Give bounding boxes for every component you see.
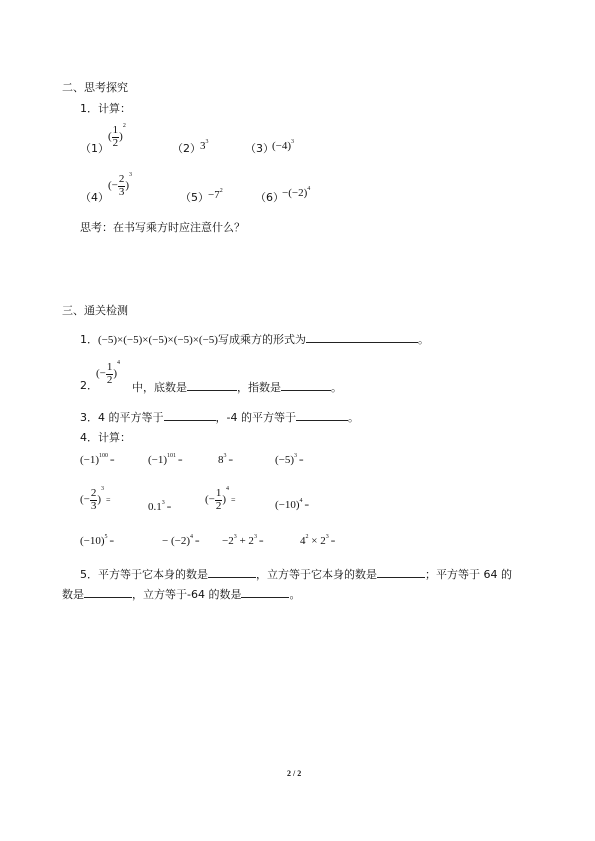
- item-5-label: （5）: [180, 191, 209, 204]
- answer-blank[interactable]: [208, 567, 256, 578]
- item-4-expr: (− $\frac{2}{3}$ )$^3$: [108, 172, 133, 198]
- calc-expr-3: $8^3$ =: [218, 453, 234, 466]
- calc-expr-5: (− $\frac{2}{3}$ )$^3$ =: [80, 486, 111, 512]
- item-2-label: （2）: [172, 142, 201, 155]
- q1-expression: (−5)×(−5)×(−5)×(−5)×(−5): [98, 334, 218, 346]
- q2-expression: (− $\frac{1}{2}$ )$^4$: [96, 360, 121, 386]
- item-2-expr: $3^3$: [200, 139, 209, 152]
- answer-blank[interactable]: [281, 380, 331, 391]
- calc-expr-9: $(-10)^5$ =: [80, 534, 115, 547]
- check-q4-label: 4．计算：: [80, 431, 131, 444]
- check-q5-line1: 5．平方等于它本身的数是 ，立方等于它本身的数是 ；平方等于 64 的: [80, 568, 512, 581]
- calc-expr-6: $0.1^3$ =: [148, 500, 172, 513]
- calc-expr-12: $4^2 \times 2^3$ =: [300, 534, 336, 547]
- check-q1: 1．(−5)×(−5)×(−5)×(−5)×(−5)写成乘方的形式为 。: [80, 333, 429, 346]
- calc-expr-8: $(-10)^4$ =: [275, 498, 310, 511]
- page-number: 2 / 2: [287, 769, 302, 778]
- section-title-2: 二、思考探究: [62, 81, 128, 94]
- question-1-label: 1．计算：: [80, 102, 131, 115]
- item-1-label: （1）: [80, 142, 109, 155]
- answer-blank[interactable]: [377, 567, 425, 578]
- item-5-expr: $-7^2$: [208, 188, 223, 201]
- check-q2-num: 2．: [80, 379, 98, 392]
- check-q2-text: 中，底数是 ，指数是 。: [132, 381, 342, 394]
- think-prompt: 思考：在书写乘方时应注意什么？: [80, 221, 245, 234]
- answer-blank[interactable]: [241, 587, 289, 598]
- answer-blank[interactable]: [84, 587, 132, 598]
- item-3-label: （3）: [245, 142, 274, 155]
- answer-blank[interactable]: [164, 410, 216, 421]
- calc-expr-1: $(-1)^{100}$ =: [80, 453, 115, 466]
- answer-blank[interactable]: [306, 332, 418, 343]
- check-q3: 3．4 的平方等于 ，-4 的平方等于 。: [80, 411, 359, 424]
- item-6-label: （6）: [255, 191, 284, 204]
- answer-blank[interactable]: [296, 410, 348, 421]
- calc-expr-11: $-2^3 + 2^3$ =: [222, 534, 264, 547]
- item-3-expr: $(-4)^3$: [272, 139, 295, 152]
- check-q5-line2: 数是 ，立方等于-64 的数是 。: [62, 588, 301, 601]
- calc-expr-10: − $(-2)^4$ =: [162, 534, 200, 547]
- calc-expr-4: $(-5)^3$ =: [275, 453, 304, 466]
- calc-expr-7: (− $\frac{1}{2}$ )$^4$ =: [205, 486, 236, 512]
- item-6-expr: $-(-2)^4$: [282, 186, 311, 199]
- item-1-expr: ( $\frac{1}{2}$ )$^2$: [108, 123, 126, 149]
- answer-blank[interactable]: [187, 380, 237, 391]
- item-4-label: （4）: [80, 191, 109, 204]
- section-title-3: 三、通关检测: [62, 304, 128, 317]
- calc-expr-2: $(-1)^{101}$ =: [148, 453, 183, 466]
